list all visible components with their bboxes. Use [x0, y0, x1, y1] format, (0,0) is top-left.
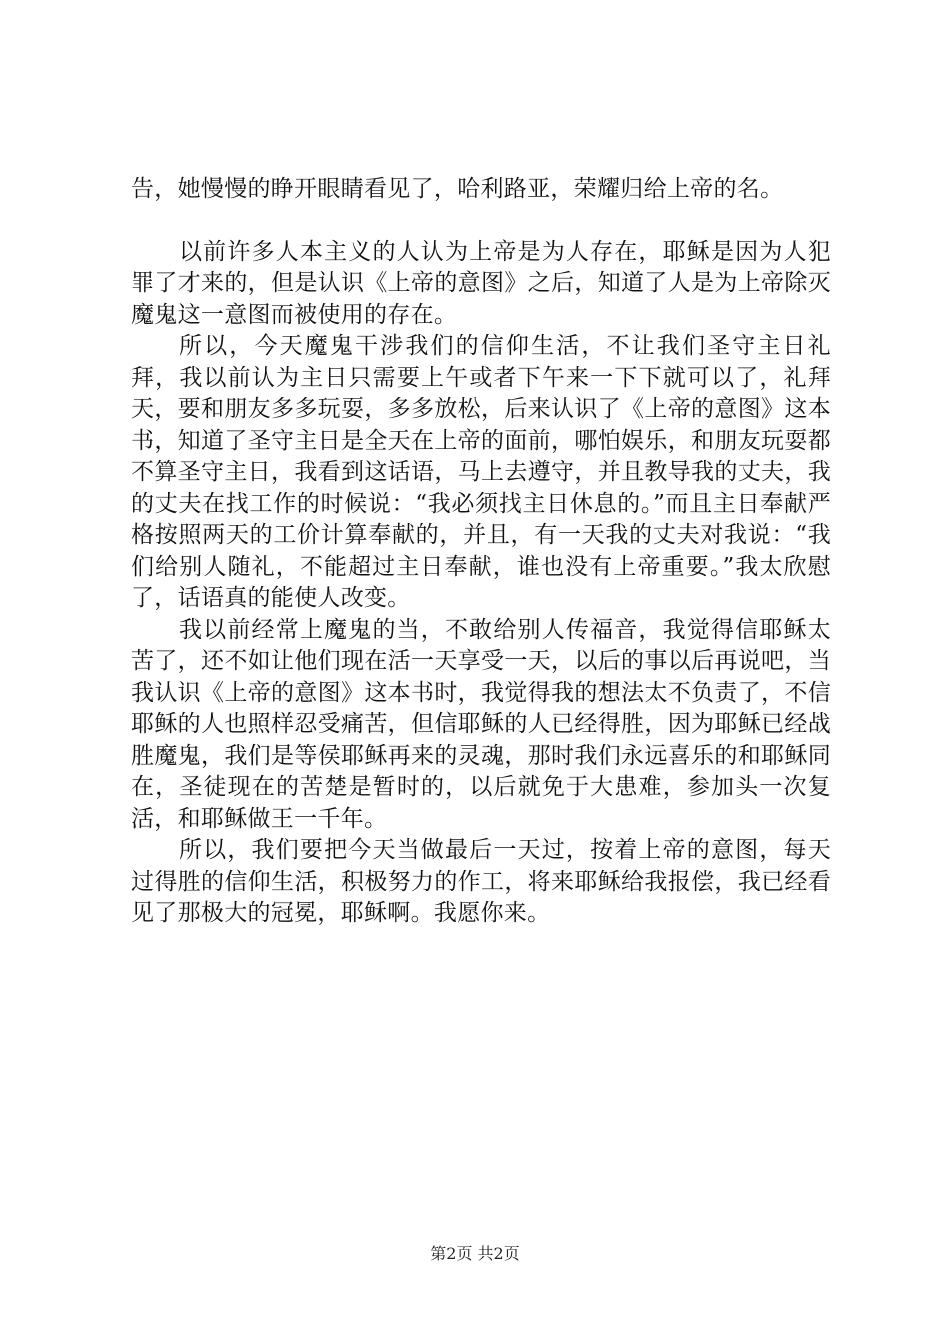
paragraph-humanism: 以前许多人本主义的人认为上帝是为人存在，耶稣是因为人犯罪了才来的，但是认识《上帝的意图》之后，知道了人是为上帝除灭魔鬼这一意图而被使用的存在。	[131, 238, 831, 328]
paragraph-continuation: 告，她慢慢的睁开眼睛看见了，哈利路亚，荣耀归给上帝的名。	[131, 176, 784, 202]
document-body	[131, 174, 831, 930]
paragraph-conclusion: 所以，我们要把今天当做最后一天过，按着上帝的意图，每天过得胜的信仰生活，积极努力的作工，将来耶稣给我报偿，我已经看见了那极大的冠冕，耶稣啊。我愿你来。	[131, 837, 831, 926]
paragraph-evangelism: 我以前经常上魔鬼的当，不敢给别人传福音，我觉得信耶稣太苦了，还不如让他们现在活一天享受一天，以后的事以后再说吧，当我认识《上帝的意图》这本书时，我觉得我的想法太不负责了，不信耶稣的人也照样忍受痛苦，但信耶稣的人已经得胜，因为耶稣已经战胜魔鬼，我们是等侯耶稣再来的灵魂，那时我们永远喜乐的和耶稣同在，圣徒现在的苦楚是暂时的，以后就免于大患难，参加头一次复活，和耶稣做王一千年。	[131, 616, 831, 832]
paragraph-sabbath: 所以，今天魔鬼干涉我们的信仰生活，不让我们圣守主日礼拜，我以前认为主日只需要上午或者下午来一下下就可以了，礼拜天，要和朋友多多玩耍，多多放松，后来认识了《上帝的意图》这本书，知道了圣守主日是全天在上帝的面前，哪怕娱乐，和朋友玩耍都不算圣守主日，我看到这话语，马上去遵守，并且教导我的丈夫，我的丈夫在找工作的时候说：“我必须找主日休息的。”而且主日奉献严格按照两天的工价计算奉献的，并且，有一天我的丈夫对我说：“我们给别人随礼，不能超过主日奉献，谁也没有上帝重要。”我太欣慰了，话语真的能使人改变。	[131, 333, 831, 611]
page-number-footer: 第2页 共2页	[430, 1244, 520, 1263]
